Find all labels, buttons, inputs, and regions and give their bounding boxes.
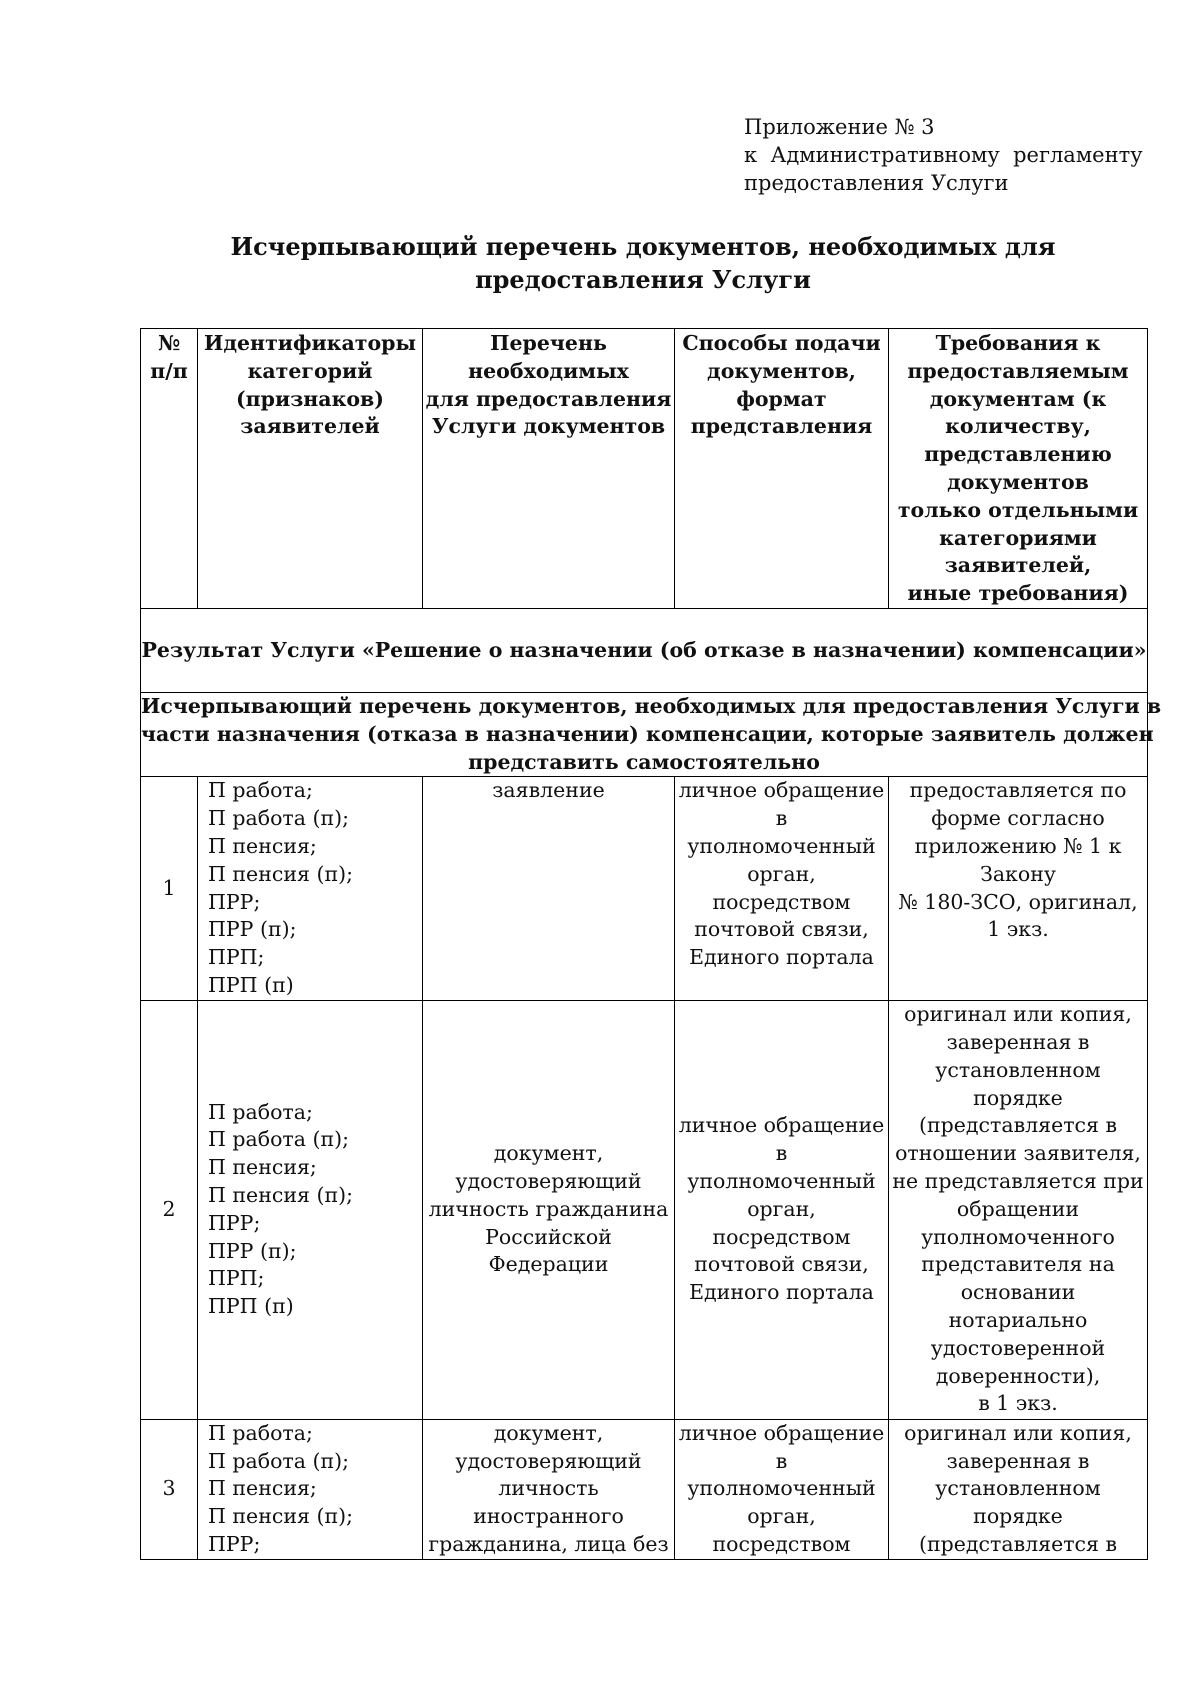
documents-table bbox=[140, 328, 1162, 1560]
header-requirements bbox=[889, 329, 1148, 609]
text-line: Услуги документов bbox=[431, 414, 666, 439]
text-line: посредством bbox=[712, 1224, 851, 1249]
text-line: П пенсия; bbox=[208, 1155, 317, 1180]
text-line: Идентификаторы bbox=[203, 331, 417, 355]
text-line: удостоверяющий bbox=[455, 1169, 642, 1194]
text-line: почтовой связи, bbox=[694, 1252, 869, 1277]
text-line: Единого портала bbox=[689, 945, 874, 970]
section-list-row bbox=[141, 693, 1148, 777]
text-line: представлению bbox=[924, 442, 1112, 467]
section-result-row bbox=[141, 609, 1148, 693]
text-line: уполномоченный bbox=[687, 833, 876, 858]
text-line: орган, bbox=[747, 1504, 816, 1529]
text-line: личное обращение bbox=[678, 778, 885, 803]
row-requirement bbox=[889, 1419, 1148, 1559]
text-line: П работа; bbox=[208, 1420, 313, 1445]
text-line: (представляется в bbox=[918, 1531, 1118, 1556]
section-list bbox=[141, 693, 1162, 777]
text-line: в 1 экз. bbox=[978, 1391, 1058, 1416]
text-line: форме согласно bbox=[931, 806, 1105, 831]
text-line: Требования к bbox=[935, 331, 1101, 355]
header-no bbox=[141, 329, 198, 609]
table-row bbox=[141, 1419, 1148, 1559]
text-line: гражданина, лица без bbox=[428, 1531, 669, 1556]
text-line: П работа (п); bbox=[208, 806, 350, 831]
text-line: документ, bbox=[493, 1141, 604, 1166]
text-line: категориями bbox=[939, 525, 1097, 550]
text-line: личность bbox=[498, 1476, 599, 1501]
text-line: заверенная в bbox=[946, 1448, 1090, 1473]
text-line: П работа (п); bbox=[208, 1127, 350, 1152]
text-line: 1 экз. bbox=[987, 917, 1049, 942]
text-line: личное обращение bbox=[678, 1420, 885, 1445]
table-row bbox=[141, 1000, 1148, 1419]
header-categories bbox=[198, 329, 423, 609]
text-line: в bbox=[775, 1448, 788, 1473]
text-line: оригинал или копия, bbox=[904, 1002, 1132, 1027]
text-line: (представляется в bbox=[918, 1113, 1118, 1138]
text-line: посредством bbox=[712, 1531, 851, 1556]
text-line: заявителей bbox=[240, 414, 380, 439]
text-line: уполномоченного bbox=[921, 1224, 1115, 1249]
text-line: уполномоченный bbox=[687, 1169, 876, 1194]
text-line: в bbox=[775, 806, 788, 831]
text-line: П пенсия (п); bbox=[208, 861, 354, 886]
text-line: ПРП; bbox=[208, 1266, 265, 1291]
text-line: личное обращение bbox=[678, 1113, 885, 1138]
text-line: № 180-ЗСО, оригинал, bbox=[898, 889, 1138, 914]
text-line: нотариально bbox=[948, 1308, 1088, 1333]
table-row bbox=[141, 777, 1148, 1000]
text-line: документов, bbox=[707, 358, 856, 383]
title-line: предоставления Услуги bbox=[475, 265, 811, 294]
text-line: основании bbox=[960, 1280, 1076, 1305]
text-line: ПРР; bbox=[208, 1210, 261, 1235]
text-line: ПРП (п) bbox=[208, 972, 294, 997]
row-method bbox=[675, 1000, 889, 1419]
text-line: П пенсия; bbox=[208, 1476, 317, 1501]
text-line: ПРР (п); bbox=[208, 1238, 297, 1263]
text-line: иные требования) bbox=[907, 581, 1129, 606]
text-line: документов bbox=[947, 469, 1089, 494]
row-number: 2 bbox=[141, 1000, 198, 1419]
table-header-row bbox=[141, 329, 1148, 609]
row-method bbox=[675, 777, 889, 1000]
text-line: документ, bbox=[493, 1420, 604, 1445]
text-line: орган, bbox=[747, 861, 816, 886]
text-line: П пенсия (п); bbox=[208, 1504, 354, 1529]
title-line: Исчерпывающий перечень документов, необходимых для bbox=[230, 232, 1056, 261]
text-line: орган, bbox=[747, 1196, 816, 1221]
text-line: П работа; bbox=[208, 778, 313, 803]
annex-regulation: к Административному регламенту bbox=[744, 143, 1143, 167]
text-line: доверенности), bbox=[935, 1363, 1101, 1388]
text-line: ПРР; bbox=[208, 1531, 261, 1556]
page-title bbox=[140, 230, 1146, 296]
row-document bbox=[423, 1000, 675, 1419]
text-line: для предоставления bbox=[425, 386, 672, 411]
text-line: части назначения (отказа в назначении) компенсации, которые заявитель должен bbox=[141, 721, 1154, 746]
text-line: отношении заявителя, bbox=[895, 1141, 1141, 1166]
text-line: категорий bbox=[247, 358, 373, 383]
text-line: Закону bbox=[980, 861, 1056, 886]
text-line: установленном bbox=[935, 1476, 1101, 1501]
text-line: личность гражданина bbox=[428, 1196, 669, 1221]
row-requirement bbox=[889, 777, 1148, 1000]
text-line: Исчерпывающий перечень документов, необходимых для предоставления Услуги в bbox=[141, 694, 1162, 718]
row-method bbox=[675, 1419, 889, 1559]
text-line: удостоверенной bbox=[930, 1335, 1106, 1360]
text-line: № bbox=[157, 331, 181, 355]
text-line: порядке bbox=[973, 1504, 1063, 1529]
text-line: П работа; bbox=[208, 1099, 313, 1124]
text-line: почтовой связи, bbox=[694, 917, 869, 942]
text-line: оригинал или копия, bbox=[904, 1420, 1132, 1445]
text-line: представления bbox=[690, 414, 873, 439]
text-line: иностранного bbox=[473, 1504, 624, 1529]
text-line: Федерации bbox=[488, 1252, 609, 1277]
text-line: ПРР; bbox=[208, 889, 261, 914]
row-categories bbox=[198, 777, 423, 1000]
text-line: уполномоченный bbox=[687, 1476, 876, 1501]
annex-number: Приложение № 3 bbox=[744, 115, 935, 139]
row-requirement bbox=[889, 1000, 1148, 1419]
text-line: в bbox=[775, 1141, 788, 1166]
text-line: предоставляемым bbox=[907, 358, 1129, 383]
text-line: заверенная в bbox=[946, 1030, 1090, 1055]
text-line: заявление bbox=[492, 778, 605, 803]
text-line: ПРР (п); bbox=[208, 917, 297, 942]
annex-service: предоставления Услуги bbox=[744, 171, 1009, 195]
text-line: Способы подачи bbox=[682, 331, 881, 355]
text-line: П пенсия; bbox=[208, 833, 317, 858]
text-line: установленном bbox=[935, 1057, 1101, 1082]
text-line: заявителей, bbox=[944, 553, 1092, 578]
text-line: п/п bbox=[150, 358, 188, 383]
text-line: Единого портала bbox=[689, 1280, 874, 1305]
section-result: Результат Услуги «Решение о назначении (об отказе в назначении) компенсации» bbox=[141, 609, 1148, 693]
text-line: П пенсия (п); bbox=[208, 1182, 354, 1207]
text-line: необходимых bbox=[468, 358, 629, 383]
text-line: (признаков) bbox=[235, 386, 385, 411]
text-line: документам (к bbox=[929, 386, 1107, 411]
text-line: представить самостоятельно bbox=[468, 749, 820, 774]
text-line: количеству, bbox=[945, 414, 1091, 439]
text-line: посредством bbox=[712, 889, 851, 914]
text-line: формат bbox=[736, 386, 827, 411]
row-document bbox=[423, 777, 675, 1000]
row-categories bbox=[198, 1000, 423, 1419]
row-document bbox=[423, 1419, 675, 1559]
text-line: приложению № 1 к bbox=[914, 833, 1122, 858]
text-line: предоставляется по bbox=[909, 778, 1127, 803]
text-line: ПРП; bbox=[208, 945, 265, 970]
row-number: 3 bbox=[141, 1419, 198, 1559]
header-methods bbox=[675, 329, 889, 609]
text-line: Перечень bbox=[490, 331, 607, 355]
row-categories bbox=[198, 1419, 423, 1559]
text-line: П работа (п); bbox=[208, 1448, 350, 1473]
row-number: 1 bbox=[141, 777, 198, 1000]
annex-reference bbox=[744, 113, 1143, 197]
text-line: ПРП (п) bbox=[208, 1294, 294, 1319]
text-line: не представляется при bbox=[892, 1169, 1144, 1194]
text-line: порядке bbox=[973, 1085, 1063, 1110]
text-line: удостоверяющий bbox=[455, 1448, 642, 1473]
text-line: Российской bbox=[485, 1224, 612, 1249]
text-line: обращении bbox=[956, 1196, 1080, 1221]
header-documents bbox=[423, 329, 675, 609]
text-line: представителя на bbox=[921, 1252, 1115, 1277]
text-line: только отдельными bbox=[897, 497, 1139, 522]
